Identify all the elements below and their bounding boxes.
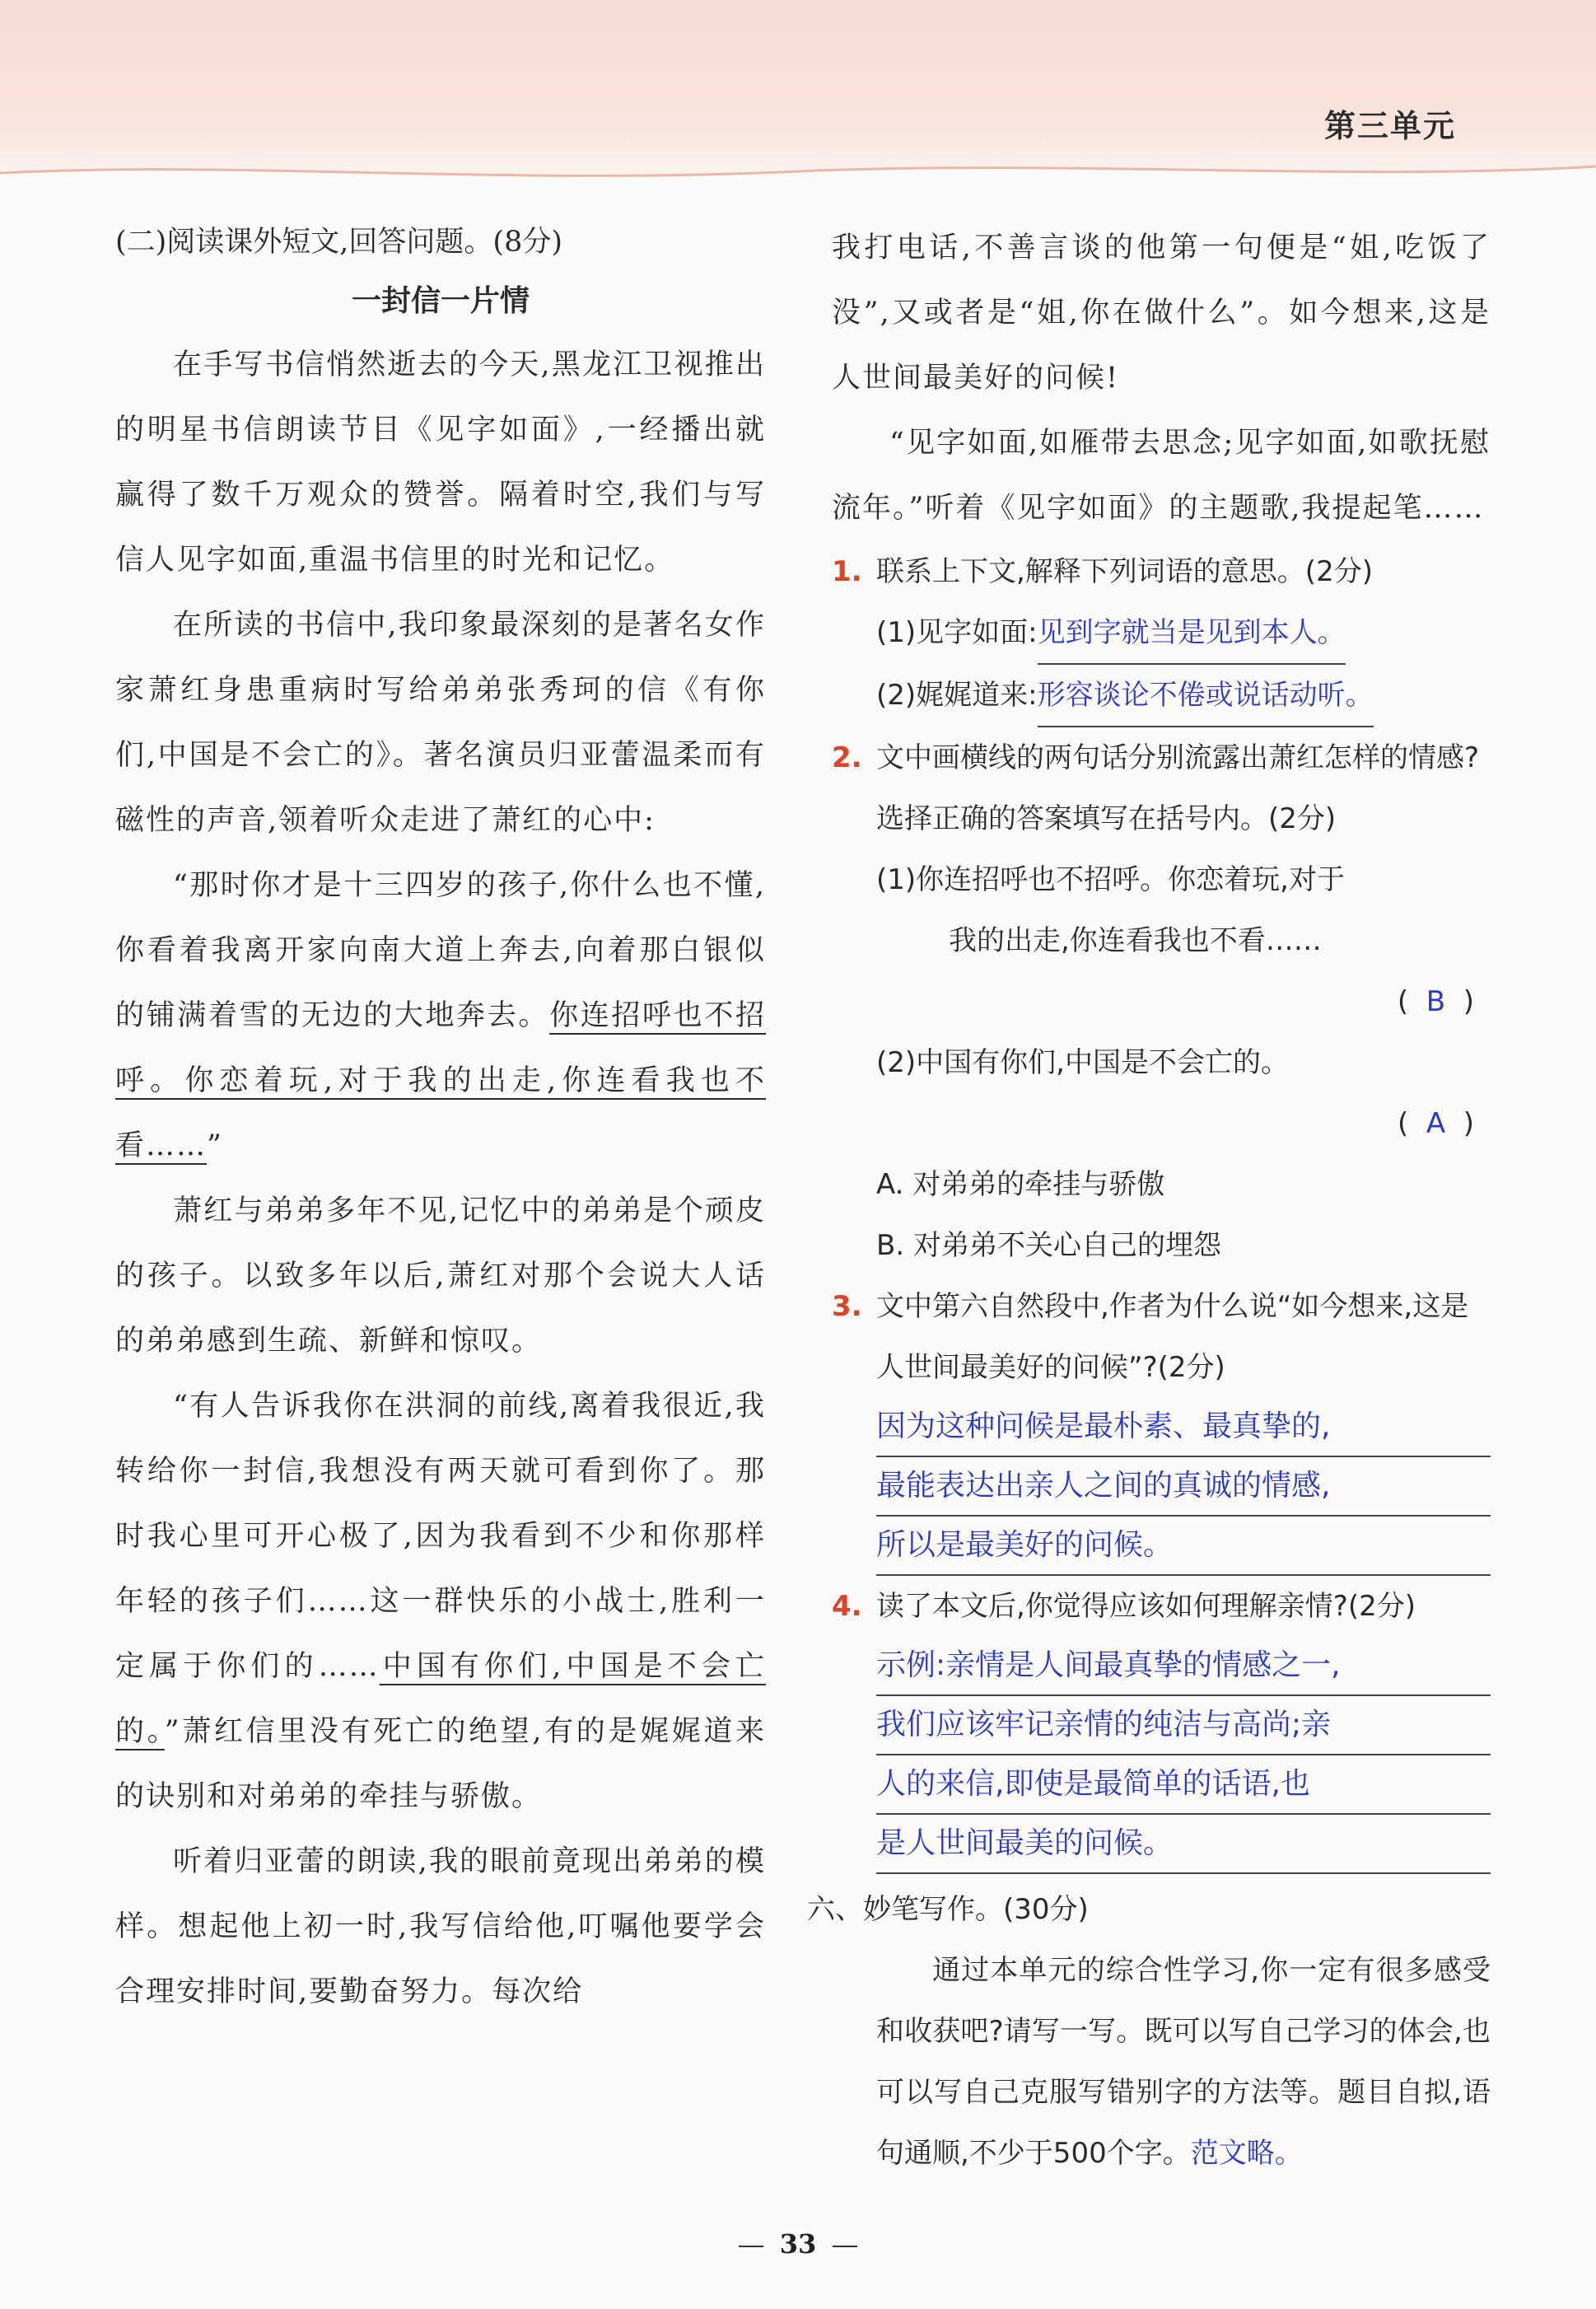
- left-column: [115, 216, 766, 2025]
- question-1-sub-2: [832, 665, 1491, 727]
- question-3-number: 3.: [832, 1290, 862, 1323]
- underlined-sentence-2: 中国有你们,中国是不会亡的。: [115, 1650, 766, 1748]
- paragraph-6: 听着归亚蕾的朗读,我的眼前竟现出弟弟的模样。想起他上初一时,我写信给他,叮嘱他要学会合理安排时间,要勤奋努力。每次给: [115, 1845, 766, 2008]
- answer-4-line: 是人世间最美的问候。: [876, 1815, 1491, 1874]
- answer-3-line: 最能表达出亲人之间的真诚的情感,: [876, 1457, 1491, 1517]
- question-2-number: 2.: [832, 741, 862, 774]
- paragraph-1: 在手写书信悄然逝去的今天,黑龙江卫视推出的明星书信朗读节目《见字如面》,一经播出就赢得了数千万观众的赞誉。隔着时空,我们与写信人见字如面,重温书信里的时光和记忆。: [115, 348, 766, 577]
- question-4: [832, 1576, 1491, 1637]
- question-3-text: 文中第六自然段中,作者为什么说“如今想来,这是人世间最美好的问候”?(2分): [876, 1290, 1469, 1384]
- section-6-prompt: 通过本单元的综合性学习,你一定有很多感受和收获吧?请写一写。既可以写自己学习的体会,也可以写自己克服写错别字的方法等。题目自拟,语句通顺,不少于500个字。: [876, 1954, 1491, 2170]
- answer-bracket-1: ( B ): [1397, 985, 1474, 1018]
- answer-3-line: 因为这种问候是最朴素、最真挚的,: [876, 1398, 1491, 1457]
- sub-label: (2)娓娓道来:: [876, 679, 1038, 712]
- sub-label: (1)见字如面:: [876, 616, 1038, 649]
- answer-2-1: B: [1426, 985, 1446, 1018]
- question-1-sub-1: [832, 602, 1491, 665]
- answer-3-line: 所以是最美好的问候。: [876, 1517, 1491, 1576]
- answer-4-line: 我们应该牢记亲情的纯洁与高尚;亲: [876, 1696, 1491, 1755]
- p5-text: “有人告诉我你在洪洞的前线,离着我很近,我转给你一封信,我想没有两天就可看到你了。那时我心里可开心极了,因为我看到不少和你那样年轻的孩子们……这一群快乐的小战士,胜利一定属于你们的……: [115, 1390, 766, 1683]
- header-wave: [0, 157, 1596, 189]
- p3-close: ”: [207, 1129, 223, 1162]
- p3-text: “那时你才是十三四岁的孩子,你什么也不懂,你看着我离开家向南大道上奔去,向着那白银似的铺满着雪的无边的大地奔去。: [115, 869, 766, 1032]
- paragraph-4: 萧红与弟弟多年不见,记忆中的弟弟是个顽皮的孩子。以致多年以后,萧红对那个会说大人话的弟弟感到生疏、新鲜和惊叹。: [115, 1194, 766, 1358]
- section-head: (二)阅读课外短文,回答问题。(8分): [115, 226, 563, 259]
- section-6-text: [832, 1940, 1491, 2184]
- answer-3: [876, 1398, 1491, 1576]
- paragraph-3: [115, 853, 766, 1179]
- question-2-sub-1: (1)你连招呼也不招呼。你恋着玩,对于: [876, 863, 1345, 896]
- p5-end: ”萧红信里没有死亡的绝望,有的是娓娓道来的诀别和对弟弟的牵挂与骄傲。: [115, 1715, 766, 1813]
- page-number-value: 33: [779, 2228, 817, 2260]
- right-column: [807, 216, 1491, 2184]
- question-1: [832, 541, 1491, 602]
- answer-1-2: 形容谈论不倦或说话动听。: [1038, 665, 1374, 727]
- question-3: [832, 1276, 1491, 1398]
- paragraph-2: 在所读的书信中,我印象最深刻的是著名女作家萧红身患重病时写给弟弟张秀珂的信《有你们,中国是不会亡的》。著名演员归亚蕾温柔而有磁性的声音,领着听众走进了萧红的心中:: [115, 609, 766, 837]
- question-4-text: 读了本文后,你觉得应该如何理解亲情?(2分): [876, 1590, 1416, 1623]
- header-band: [0, 0, 1596, 177]
- answer-2-2: A: [1426, 1107, 1446, 1140]
- question-1-number: 1.: [832, 555, 862, 588]
- answer-4: [876, 1637, 1491, 1874]
- section-6-answer: 范文略。: [1190, 2137, 1303, 2170]
- answer-4-line: 人的来信,即使是最简单的话语,也: [876, 1755, 1491, 1815]
- answer-4-line: 示例:亲情是人间最真挚的情感之一,: [876, 1637, 1491, 1696]
- question-1-text: 联系上下文,解释下列词语的意思。(2分): [876, 555, 1373, 588]
- paragraph-5: [115, 1374, 766, 1830]
- question-2-sub-1b: 我的出走,你连看我也不看……: [949, 924, 1322, 957]
- unit-title: 第三单元: [1323, 108, 1456, 144]
- option-a: A. 对弟弟的牵挂与骄傲: [876, 1168, 1165, 1201]
- question-4-number: 4.: [832, 1590, 862, 1623]
- paragraph-6-continued: 我打电话,不善言谈的他第一句便是“姐,吃饭了没”,又或者是“姐,你在做什么”。如今想来,这是人世间最美好的问候!: [832, 231, 1491, 395]
- question-2-sub-2: (2)中国有你们,中国是不会亡的。: [876, 1046, 1289, 1079]
- paragraph-7: “见字如面,如雁带去思念;见字如面,如歌抚慰流年。”听着《见字如面》的主题歌,我提起笔……: [832, 427, 1491, 525]
- article-title: 一封信一片情: [351, 284, 530, 318]
- underlined-sentence-1: 你连招呼也不招呼。你恋着玩,对于我的出走,你连看我也不看……: [115, 999, 766, 1162]
- question-2-text: 文中画横线的两句话分别流露出萧红怎样的情感?选择正确的答案填写在括号内。(2分): [876, 741, 1480, 835]
- option-b: B. 对弟弟不关心自己的埋怨: [876, 1229, 1221, 1262]
- section-6-head: 六、妙笔写作。(30分): [807, 1893, 1089, 1926]
- question-2: [832, 727, 1491, 849]
- answer-1-1: 见到字就当是见到本人。: [1038, 602, 1346, 665]
- answer-bracket-2: ( A ): [1397, 1107, 1474, 1140]
- page-number: [0, 2228, 1596, 2260]
